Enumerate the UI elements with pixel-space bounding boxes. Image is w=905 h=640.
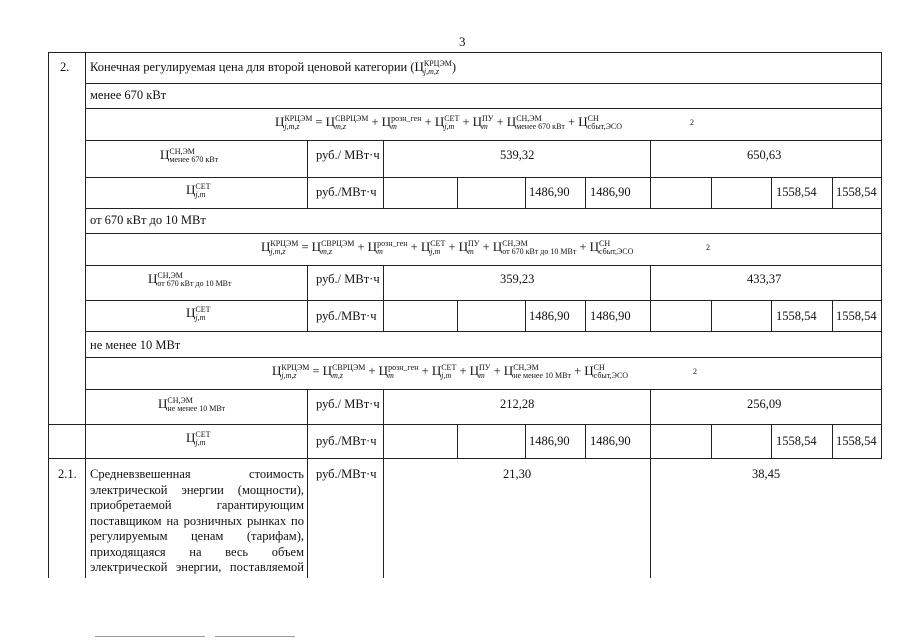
value-cell: 38,45 xyxy=(752,467,781,481)
tariff-symbol-set: Ц СЕТ j,m xyxy=(186,182,211,200)
value-cell: 1558,54 xyxy=(836,185,877,199)
value-cell: 1486,90 xyxy=(529,434,570,448)
value-cell: 1558,54 xyxy=(776,185,817,199)
description-line: поставщиком на розничных рынках по xyxy=(90,513,304,528)
value-cell: 1486,90 xyxy=(590,309,631,323)
description-line: приходящаяся на весь объем xyxy=(90,544,304,559)
unit-label: руб./ МВт·ч xyxy=(316,272,380,286)
unit-label: руб./МВт·ч xyxy=(316,309,377,323)
value-cell: 433,37 xyxy=(747,272,782,286)
formula-note: 2 xyxy=(690,118,694,127)
page-number: 3 xyxy=(459,34,466,49)
value-cell: 1486,90 xyxy=(529,309,570,323)
unit-label: руб./МВт·ч xyxy=(316,467,377,481)
description-line: приобретаемой гарантирующим xyxy=(90,498,304,512)
formula: Ц КРЦЭМ j,m,z = Ц СВРЦЭМ m,z + Ц розн_ген m + Ц СЕТ j,m + Ц ПУ m + Ц СН,ЭМ менее 670 кВт + Ц СН сбыт,ЭСО xyxy=(275,114,622,132)
row-number: 2.1. xyxy=(58,467,77,481)
tariff-symbol-set: Ц СЕТ j,m xyxy=(186,430,211,448)
section-label: от 670 кВт до 10 МВт xyxy=(90,213,206,227)
value-cell: 1486,90 xyxy=(590,434,631,448)
row-description xyxy=(90,467,304,576)
unit-label: руб./МВт·ч xyxy=(316,185,377,199)
footer-rule xyxy=(95,636,205,637)
description-line: электрической энергии, поставляемой xyxy=(90,560,304,574)
description-line: Средневзвешенная стоимость xyxy=(90,467,304,481)
description-line: регулируемым ценам (тарифам), xyxy=(90,529,304,543)
value-cell: 1558,54 xyxy=(776,309,817,323)
value-cell: 256,09 xyxy=(747,397,782,411)
value-cell: 1486,90 xyxy=(590,185,631,199)
value-cell: 1558,54 xyxy=(836,434,877,448)
unit-label: руб./ МВт·ч xyxy=(316,397,380,411)
section-label: менее 670 кВт xyxy=(90,88,167,102)
tariff-symbol-sn: Ц СН,ЭМ менее 670 кВт xyxy=(160,147,219,165)
row-title: Конечная регулируемая цена для второй ценовой категории (Ц КРЦЭМ j,m,z ) xyxy=(90,59,457,77)
section-label: не менее 10 МВт xyxy=(90,338,181,352)
formula: Ц КРЦЭМ j,m,z = Ц СВРЦЭМ m,z + Ц розн_ген m + Ц СЕТ j,m + Ц ПУ m + Ц СН,ЭМ не менее 10 МВт + Ц СН сбыт,ЭСО xyxy=(272,363,629,381)
tariff-symbol-sn: Ц СН,ЭМ от 670 кВт до 10 МВт xyxy=(148,271,232,289)
tariff-symbol-sn: Ц СН,ЭМ не менее 10 МВт xyxy=(158,396,226,414)
value-cell: 1558,54 xyxy=(776,434,817,448)
unit-label: руб./МВт·ч xyxy=(316,434,377,448)
value-cell: 21,30 xyxy=(503,467,532,481)
value-cell: 1558,54 xyxy=(836,309,877,323)
value-cell: 539,32 xyxy=(500,148,535,162)
value-cell: 359,23 xyxy=(500,272,535,286)
tariff-symbol-set: Ц СЕТ j,m xyxy=(186,305,211,323)
value-cell: 650,63 xyxy=(747,148,782,162)
formula: Ц КРЦЭМ j,m,z = Ц СВРЦЭМ m,z + Ц розн_ген m + Ц СЕТ j,m + Ц ПУ m + Ц СН,ЭМ от 670 кВт до 10 МВт + Ц СН сбыт,ЭСО xyxy=(261,239,634,257)
unit-label: руб./ МВт·ч xyxy=(316,148,380,162)
footer-rule xyxy=(215,636,295,637)
value-cell: 1486,90 xyxy=(529,185,570,199)
value-cell: 212,28 xyxy=(500,397,535,411)
formula-note: 2 xyxy=(706,243,710,252)
row-number: 2. xyxy=(60,60,70,74)
description-line: электрической энергии (мощности), xyxy=(90,482,304,497)
formula-note: 2 xyxy=(693,367,697,376)
